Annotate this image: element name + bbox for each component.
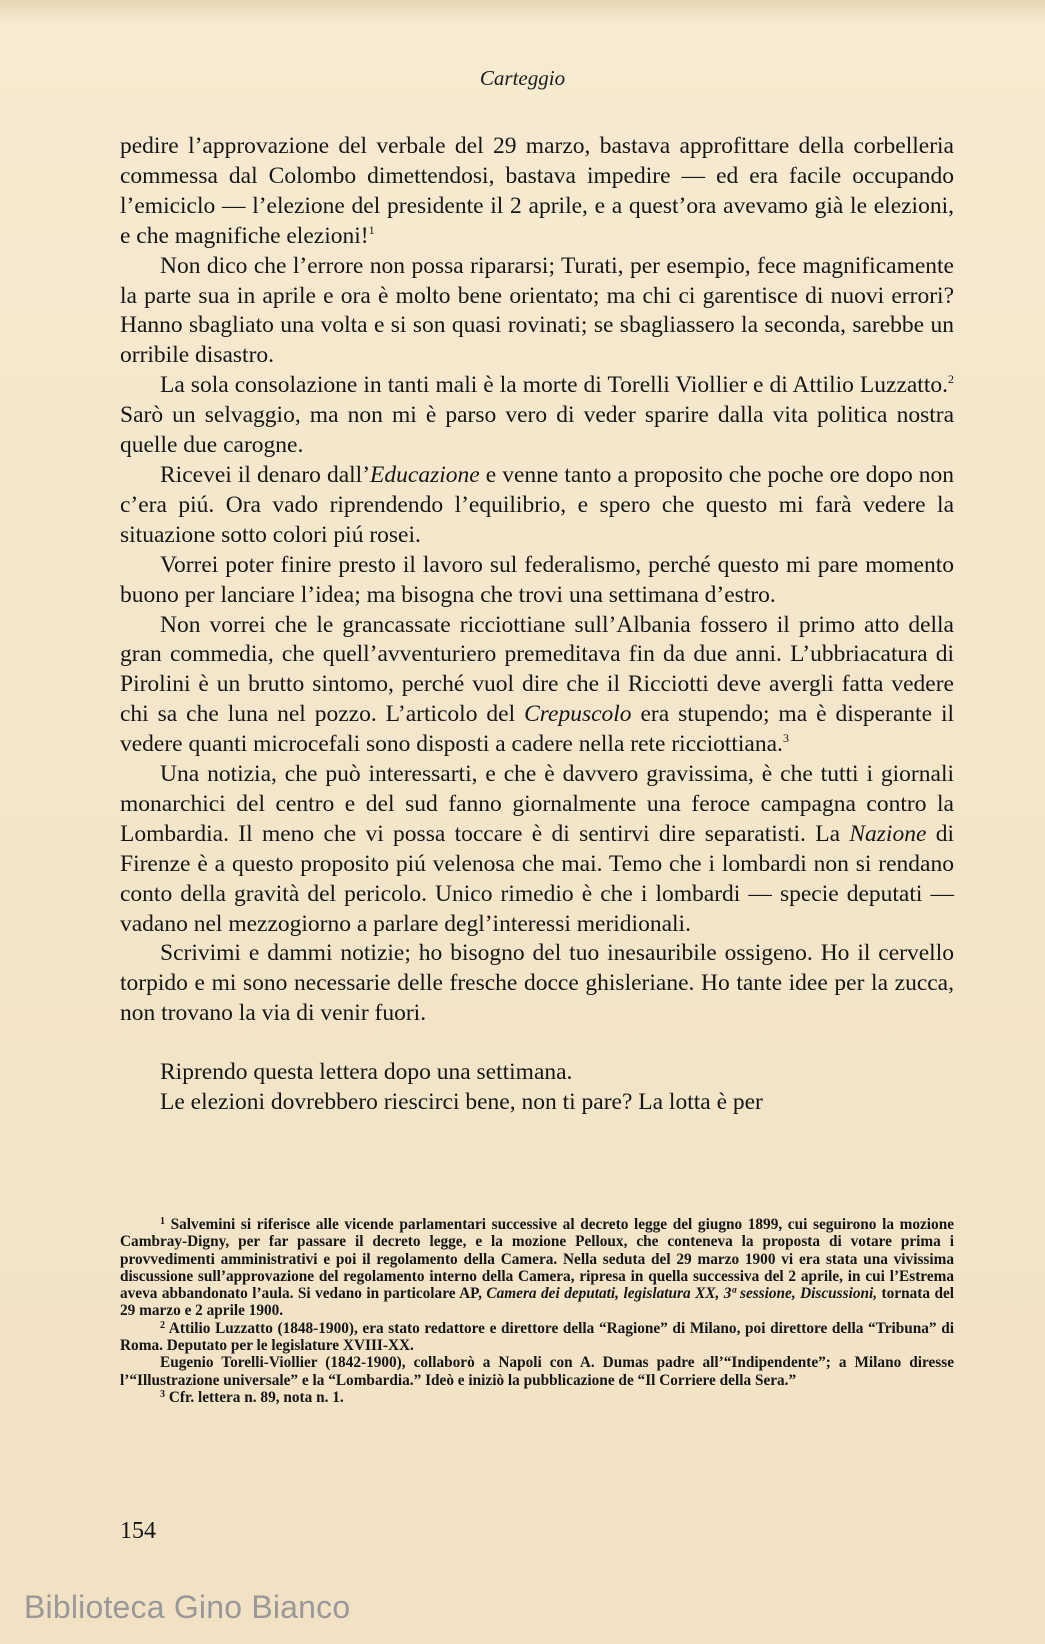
footnote-number: 2: [160, 1319, 165, 1331]
paragraph-text: pedire l’approvazione del verbale del 29 marzo, bastava approfittare della corbelleria commessa dal Colombo dimettendosi, bastava impedire — ed era facile occupando l’emiciclo — l’elezione del presidente il 2 aprile, e a quest’ora avevamo già le elezioni, e che magnifiche elezioni!: [120, 133, 954, 249]
paragraph-9: [120, 1058, 954, 1088]
paragraph-text: Le elezioni dovrebbero riescirci bene, non ti pare? La lotta è per: [160, 1089, 763, 1116]
footnote-text: Cfr. lettera n. 89, nota n. 1.: [168, 1388, 344, 1406]
paragraph-8: [120, 939, 954, 1029]
paragraph-5: [120, 551, 954, 611]
footnote-text: Eugenio Torelli-Viollier (1842-1900), collaborò a Napoli con A. Dumas padre all’“Indipendente”; a Milano diresse l’“Illustrazione universale” e la “Lombardia.” Ideò e iniziò la pubblicazione de “Il Corriere della Sera.”: [120, 1354, 954, 1389]
library-watermark: Biblioteca Gino Bianco: [24, 1589, 351, 1625]
page-number: 154: [120, 1518, 156, 1544]
paragraph-text: Sarò un selvaggio, ma non mi è parso vero di veder sparire dalla vita politica nostra quelle due carogne.: [120, 402, 954, 459]
paragraph-text: Una notizia, che può interessarti, e che è davvero gravissima, è che tutti i giornali monarchici del centro e del sud fanno giornalmente una feroce campagna contro la Lombardia. Il meno che vi possa toccare è di sentirvi dire separatisti. La: [120, 761, 954, 847]
paragraph-1: [120, 132, 954, 252]
journal-title: Nazione: [849, 820, 927, 847]
journal-title: Educazione: [370, 461, 480, 488]
paragraph-4: [120, 461, 954, 551]
footnote-ref-2[interactable]: 2: [948, 372, 954, 387]
paragraph-text: Vorrei poter finire presto il lavoro sul federalismo, perché questo mi pare momento buono per lanciare l’idea; ma bisogna che trovi una settimana d’estro.: [120, 551, 954, 608]
journal-title: Crepuscolo: [524, 701, 632, 728]
paragraph-text: Non dico che l’errore non possa ripararsi; Turati, per esempio, fece magnificamente la parte sua in aprile e ora è molto bene orientato; ma chi ci garentisce di nuovi errori? Hanno sbagliato una volta e si son quasi rovinati; se sbagliassero la seconda, sarebbe un orribile disastro.: [120, 252, 954, 369]
footnote-ref-1[interactable]: 1: [368, 222, 375, 237]
footnote-text: tornata del 29 marzo e 2 aprile 1900.: [120, 1285, 954, 1320]
footnote-text: Salvemini si riferisce alle vicende parlamentari successive al decreto legge del giugno 1899, cui seguirono la mozione Cambray-Digny, per far passare il decreto legge, e la mozione Pelloux, che conteneva la proposta di votare prima i provvedimenti amministrativi e poi il regolamento della Camera. Nella seduta del 29 marzo 1900 vi era stata una vivissima discussione sull’approvazione del regolamento interno della Camera, ripresa in quella successiva del 2 aprile, in cui l’Estrema aveva abbandonato l’aula. Si vedano in particolare AP,: [120, 1216, 954, 1303]
footnote-number: 3: [160, 1388, 165, 1400]
footnote-3: [120, 1389, 954, 1406]
paragraph-text: e venne tanto a proposito che poche ore dopo non c’era piú. Ora vado riprendendo l’equilibrio, e spero che questo mi farà vedere la situazione sotto colori piú rosei.: [120, 461, 955, 548]
paragraph-text: di Firenze è a questo proposito piú velenosa che mai. Temo che i lombardi non si rendano conto della gravità del pericolo. Unico rimedio è che i lombardi — specie deputati — vadano nel mezzogiorno a parlare degl’interessi meridionali.: [120, 820, 954, 937]
footnote-1: [120, 1216, 954, 1320]
citation-title: Camera dei deputati, legislatura XX, 3ª sessione, Discussioni,: [486, 1285, 878, 1303]
footnote-text: Attilio Luzzatto (1848-1900), era stato redattore e direttore della “Ragione” di Milano, poi direttore della “Tribuna” di Roma. Deputato per le legislature XVIII-XX.: [120, 1319, 954, 1355]
paragraph-text: Non vorrei che le grancassate ricciottiane sull’Albania fossero il primo atto della gran commedia, che quell’avventuriero premeditava fin da due anni. L’ubbriacatura di Pirolini è un brutto sintomo, perché vuol dire che il Ricciotti deve avergli fatta vedere chi sa che luna nel pozzo. L’articolo del: [120, 611, 954, 728]
paragraph-10: [120, 1088, 954, 1118]
footnotes: [120, 1216, 954, 1406]
paragraph-text: La sola consolazione in tanti mali è la morte di Torelli Viollier e di Attilio Luzzatto.: [160, 372, 948, 399]
paragraph-6: [120, 611, 954, 761]
paragraph-3: [120, 371, 954, 461]
footnote-number: 1: [160, 1216, 165, 1227]
paragraph-text: Scrivimi e dammi notizie; ho bisogno del tuo inesauribile ossigeno. Ho il cervello torpido e mi sono necessarie delle fresche docce ghisleriane. Ho tante idee per la zucca, non trovano la via di venir fuori.: [120, 940, 954, 1027]
paragraph-2: [120, 252, 954, 372]
body-text: [120, 132, 954, 1118]
footnote-2-continued: [120, 1354, 954, 1389]
footnote-2: [120, 1320, 954, 1355]
paragraph-text: Riprendo questa lettera dopo una settimana.: [160, 1059, 573, 1086]
paragraph-text: Ricevei il denaro dall’: [160, 461, 371, 488]
paragraph-7: [120, 760, 954, 939]
footnote-ref-3[interactable]: 3: [782, 731, 789, 746]
paragraph-text: era stupendo; ma è disperante il vedere quanti microcefali sono disposti a cadere nella rete ricciottiana.: [120, 701, 955, 758]
running-head: Carteggio: [479, 66, 566, 90]
